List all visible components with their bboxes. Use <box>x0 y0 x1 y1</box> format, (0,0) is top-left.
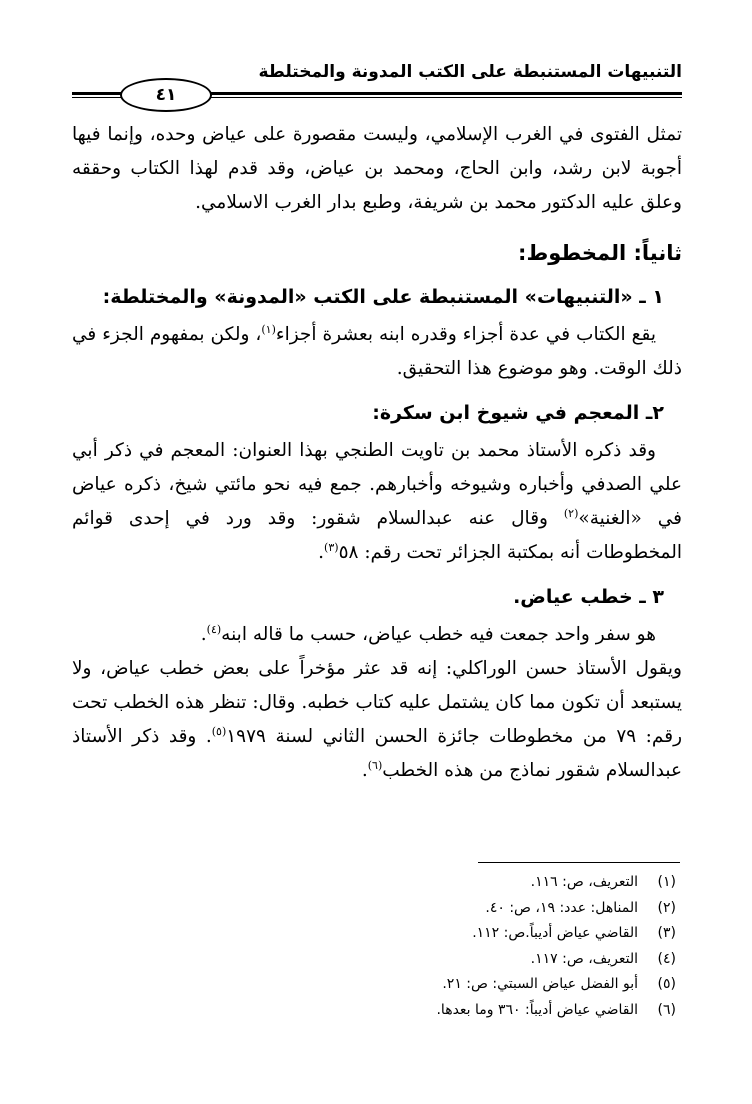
footnote-mark: (٥) <box>657 976 676 992</box>
footnote-text: التعريف، ص: ١١٧. <box>530 950 638 967</box>
footnote-mark: (٢) <box>657 899 676 916</box>
running-header <box>72 58 682 105</box>
paragraph-4-text-b: . <box>200 624 207 645</box>
footnote-text: أبو الفضل عياض السبتي: ص: ٢١. <box>442 976 638 992</box>
running-title: التنبيهات المستنبطة على الكتب المدونة والمختلطة <box>258 62 682 82</box>
paragraph-4-text-a: هو سفر واحد جمعت فيه خطب عياض، حسب ما قاله ابنه <box>221 624 656 645</box>
footnote-item <box>76 896 676 922</box>
paragraph-2 <box>72 318 682 386</box>
footnote-ref-2: (٢) <box>563 506 579 520</box>
paragraph-4 <box>72 618 682 652</box>
page-number: ٤١ <box>120 78 212 112</box>
footnote-mark: (٣) <box>657 925 676 941</box>
footnote-mark: (٤) <box>657 950 676 967</box>
footnote-item <box>76 947 676 973</box>
footnote-mark: (١) <box>657 874 676 890</box>
footnote-separator <box>478 862 680 863</box>
paragraph-2-text-a: يقع الكتاب في عدة أجزاء وقدره ابنه بعشرة أجزاء <box>275 324 656 345</box>
footnote-mark: (٦) <box>657 1001 676 1018</box>
footnote-text: القاضي عياض أديباً: ٣٦٠ وما بعدها. <box>436 1001 638 1018</box>
footnote-text: التعريف، ص: ١١٦. <box>530 874 638 890</box>
footnote-ref-3: (٣) <box>324 540 339 554</box>
footnote-item <box>76 870 676 896</box>
footnote-item <box>76 921 676 947</box>
footnotes <box>76 870 676 1023</box>
footnote-text: القاضي عياض أديباً.ص: ١١٢. <box>472 925 638 941</box>
paragraph-5-text-a: ويقول الأستاذ حسن الوراكلي: إنه قد عثر مؤخراً على بعض خطب عياض، ولا يستبعد أن تكون مما كان يشتمل عليه كتاب خطبه. وقال: تنظر هذه الخطب تحت رقم: ٧٩ من مخطوطات جائزة الحسن الثاني لسنة ١٩٧٩ <box>72 658 683 747</box>
paragraph-3 <box>72 434 682 570</box>
footnote-ref-5: (٥) <box>211 724 227 738</box>
main-text <box>72 118 682 788</box>
paragraph-5 <box>72 652 682 788</box>
paragraph-1: تمثل الفتوى في الغرب الإسلامي، وليست مقصورة على عياض وحده، وإنما فيها أجوبة لابن رشد، وابن الحاج، ومحمد بن عياض، وقد قدم لهذا الكتاب وحققه وعلق عليه الدكتور محمد بن شريفة، وطبع بدار الغرب الاسلامي. <box>72 124 682 213</box>
footnote-item <box>76 972 676 998</box>
subheading-2: ٢ـ المعجم في شيوخ ابن سكرة: <box>372 402 664 424</box>
paragraph-3-text-c: . <box>318 542 325 563</box>
paragraph-2-text-b: ، ولكن بمفهوم الجزء في ذلك الوقت. وهو موضوع هذا التحقيق. <box>72 324 682 379</box>
subheading-3: ٣ ـ خطب عياض. <box>513 586 664 608</box>
paragraph-3-text-a: وقد ذكره الأستاذ محمد بن تاويت الطنجي بهذا العنوان: المعجم في ذكر أبي علي الصدفي وأخباره وشيوخه وأخبارهم. جمع فيه نحو مائتي شيخ، ذكره عياض في «الغنية» <box>72 440 682 529</box>
footnote-item <box>76 998 676 1024</box>
paragraph-5-text-b: . وقد ذكر الأستاذ عبدالسلام شقور نماذج من هذه الخطب <box>72 726 682 781</box>
paragraph-5-text-c: . <box>361 760 368 781</box>
footnote-ref-4: (٤) <box>206 622 222 636</box>
subheading-1: ١ ـ «التنبيهات» المستنبطة على الكتب «المدونة» والمختلطة: <box>102 286 664 308</box>
footnote-ref-6: (٦) <box>367 758 383 772</box>
footnote-text: المناهل: عدد: ١٩، ص: ٤٠. <box>485 899 638 916</box>
section-heading: ثانياً: المخطوط: <box>518 241 682 265</box>
footnote-ref-1: (١) <box>261 322 276 336</box>
paragraph-3-text-b: وقال عنه عبدالسلام شقور: وقد ورد في إحدى قوائم المخطوطات أنه بمكتبة الجزائر تحت رقم: ٥٨ <box>72 508 682 563</box>
